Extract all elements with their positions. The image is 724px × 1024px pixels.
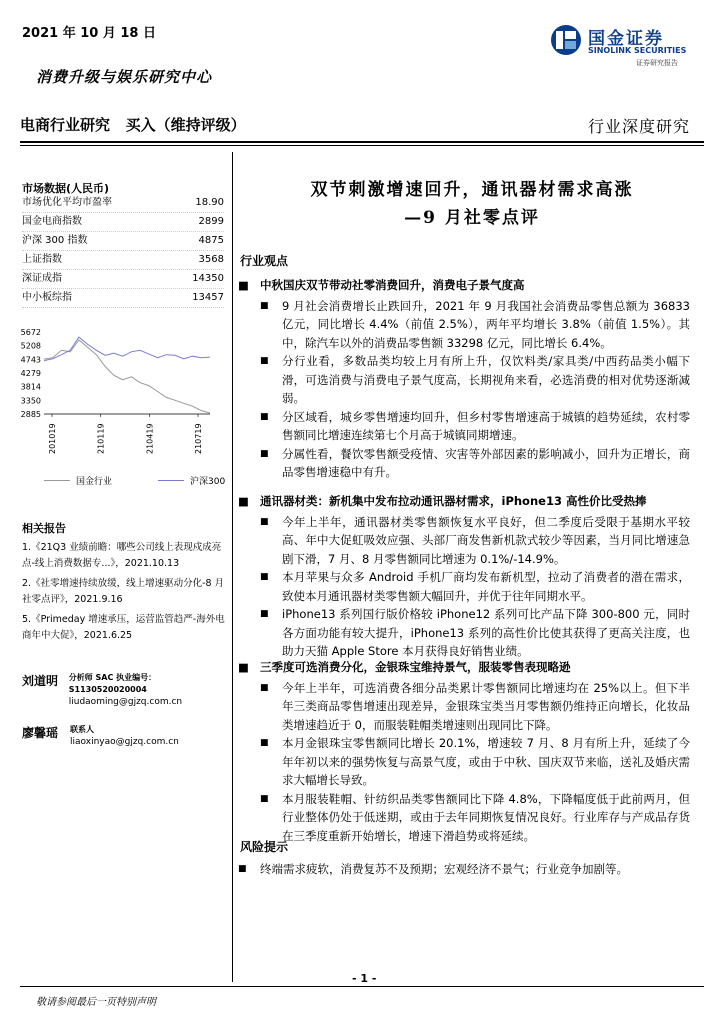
y-tick-label: 3350 xyxy=(20,396,41,406)
logo-chinese-name: 国金证券 xyxy=(588,29,664,49)
market-row: 国金电商指数 2899 xyxy=(22,213,224,232)
related-report-item[interactable]: 2.《社零增速持续放缓，线上增速驱动分化-8 月社零点评》，2021.9.16 xyxy=(22,578,225,605)
analyst-name: 刘道明 xyxy=(22,674,59,688)
research-center-name: 消费升级与娱乐研究中心 xyxy=(36,68,213,86)
related-report-item[interactable]: 1.《21Q3 业绩前瞻：哪些公司线上表现戍成亮点-线上消费数据专...》，2021.10.13 xyxy=(22,542,222,569)
analyst-row: 刘道明 分析师 SAC 执业编号：S1130520020004 liudaoming@gjzq.com.cn xyxy=(22,672,230,708)
block-2 xyxy=(238,492,690,661)
logo-subtitle: 证券研究报告 xyxy=(636,59,678,67)
x-tick-label: 210419 xyxy=(145,423,155,454)
related-reports-title: 相关报告 xyxy=(22,522,66,535)
column-divider xyxy=(232,152,233,982)
report-title: 双节刺激增速回升，通讯器材需求高涨 —9 月社零点评 xyxy=(310,180,634,228)
related-reports-list xyxy=(22,540,230,648)
report-type: 行业深度研究 xyxy=(587,117,690,136)
section-title-views: 行业观点 xyxy=(240,254,289,268)
series-line-hs300 xyxy=(44,337,210,361)
market-data-table xyxy=(22,194,224,308)
related-report-item[interactable]: 5.《Primeday 增速承压，运营监管趋严-海外电商年中大促》，2021.6.25 xyxy=(22,614,225,641)
x-tick-label: 201019 xyxy=(48,423,57,454)
header-rule xyxy=(20,141,704,143)
x-tick-label: 210719 xyxy=(194,423,203,454)
bullet-item: ■ 本月服装鞋帽、针纺织品类零售额同比下降 4.8%，下降幅度低于此前两月，但行业整体仍处于低迷期，或由于去年同期恢复情况良好。行业库存与产成品存货在三季度重新开始增长，增速下滑趋势或将延续。 xyxy=(260,791,690,843)
bullet-item: ■ 分属性看，餐饮零售额受疫情、灾害等外部因素的影响减小，回升为正增长，商品零售增速稳中有升。 xyxy=(260,446,690,479)
bullet-item: ■ 本月金银珠宝零售额同比增长 20.1%，增速较 7 月、8 月有所上升，延续了今年年初以来的强势恢复与高景气度，或由于中秋、国庆双节来临，送礼及婚庆需求大幅增长导致。 xyxy=(260,736,690,787)
page-number: - 1 - xyxy=(352,972,377,985)
sinolink-logo-icon xyxy=(550,24,582,56)
risk-item: ■ 终端需求疲软，消费复苏不及预期；宏观经济不景气；行业竞争加剧等。 xyxy=(238,862,628,876)
analyst-row: 廖馨瑶 联系人 liaoxinyao@gjzq.com.cn xyxy=(22,725,179,747)
bullet-item: ■ 今年上半年，通讯器材类零售额恢复水平良好，但二季度后受限于基期水平较高、年中大促虹吸效应强、头部厂商发售新机款式较少等因素，当月同比增速急剧下滑，7 月、8 月零售额同比增速为 0.1%/-14.9%。 xyxy=(260,514,690,566)
y-tick-label: 4279 xyxy=(20,368,41,378)
market-row: 沪深 300 指数 4875 xyxy=(22,232,224,251)
section-title-risk: 风险提示 xyxy=(240,840,289,854)
bullet-item: ■ 分区域看，城乡零售增速均回升，但乡村零售增速高于城镇的趋势延续，农村零售额同比增速连续第七个月高于城镇同期增速。 xyxy=(260,409,690,442)
block-heading: ■ 三季度可选消费分化，金银珠宝维持景气，服装零售表现略逊 xyxy=(238,660,571,674)
analyst-block xyxy=(22,672,230,764)
bullet-item: ■ 本月苹果与众多 Android 手机厂商均发布新机型，拉动了消费者的潜在需求，致使本月通讯器材类零售额大幅回升，并优于往年同期水平。 xyxy=(260,570,690,603)
block-1 xyxy=(238,276,690,482)
report-date: 2021 年 10 月 18 日 xyxy=(22,26,156,41)
x-tick-label: 210119 xyxy=(96,423,106,454)
risk-block xyxy=(238,860,690,879)
legend-item-hs300: 沪深300 xyxy=(158,474,225,487)
market-row: 上证指数 3568 xyxy=(22,251,224,270)
legend-item-industry: 国金行业 xyxy=(44,474,112,487)
chart-legend xyxy=(44,474,225,487)
y-tick-label: 5208 xyxy=(20,341,41,351)
y-tick-label: 4743 xyxy=(20,355,41,365)
bullet-item: ■ 9 月社会消费增长止跌回升，2021 年 9 月我国社会消费品零售总额为 36833 亿元，同比增长 4.4%（前值 2.5%），两年平均增长 3.8%（前值 1.5%）。其中，除汽车以外的消费品零售额 33298 亿元，同比增长 6.4%。 xyxy=(260,298,690,350)
y-tick-label: 3814 xyxy=(20,382,41,392)
block-heading: ■ 通讯器材类：新机集中发布拉动通讯器材需求，iPhone13 高性价比受热捧 xyxy=(238,494,647,508)
footer-rule xyxy=(20,986,704,987)
header-rule-thin xyxy=(20,145,704,146)
industry-rating: 电商行业研究 买入（维持评级） xyxy=(20,116,246,134)
y-tick-label: 2885 xyxy=(20,410,41,419)
block-heading: ■ 中秋国庆双节带动社零消费回升，消费电子景气度高 xyxy=(238,278,525,292)
logo-english-name: SINOLINK SECURITIES xyxy=(588,46,687,55)
disclaimer-note: 敬请参阅最后一页特别声明 xyxy=(36,997,156,1008)
analyst-name: 廖馨瑶 xyxy=(22,726,59,740)
market-row: 中小板综指 13457 xyxy=(22,289,224,308)
block-3 xyxy=(238,658,690,845)
market-row: 市场优化平均市盈率 18.90 xyxy=(22,194,224,213)
bullet-item: ■ 分行业看，多数品类均较上月有所上升，仅饮料类/家具类/中西药品类小幅下滑，可选消费与消费电子景气度高，长期视角来看，必选消费的相对优势逐渐减弱。 xyxy=(260,354,690,405)
title-bar xyxy=(20,104,704,144)
market-row: 深证成指 14350 xyxy=(22,270,224,289)
index-line-chart xyxy=(14,322,224,470)
analyst-email[interactable]: liudaoming@gjzq.com.cn xyxy=(68,697,183,707)
bullet-item: ■ iPhone13 系列国行版价格较 iPhone12 系列可比产品下降 300-800 元，同时各方面功能有较大提升，iPhone13 系列的高性价比使其获得了更高关注度，也助力天猫 Apple Store 本月获得良好销售业绩。 xyxy=(260,607,690,658)
analyst-email[interactable]: liaoxinyao@gjzq.com.cn xyxy=(70,737,179,747)
y-tick-label: 5672 xyxy=(20,328,41,337)
market-data-title: 市场数据(人民币) xyxy=(22,182,110,195)
bullet-item: ■ 今年上半年，可选消费各细分品类累计零售额同比增速均在 25%以上。但下半年三类商品零售增速出现差异，金银珠宝类当月零售额仍维持正向增长，化妆品类增速趋近于 0，而服装鞋帽类增速则出现同比下降。 xyxy=(260,680,690,732)
